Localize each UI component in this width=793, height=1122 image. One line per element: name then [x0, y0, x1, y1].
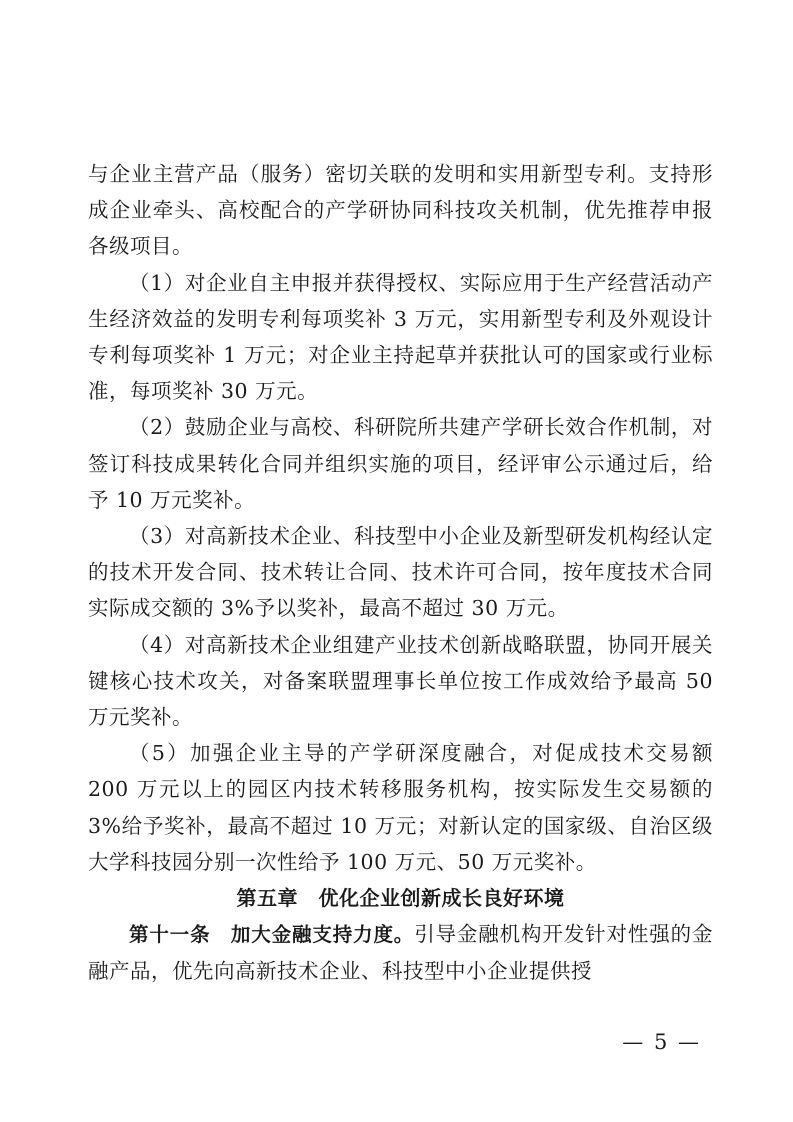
paragraph-article-11	[88, 916, 713, 989]
paragraph-item-5: （5）加强企业主导的产学研深度融合，对促成技术交易额 200 万元以上的园区内技术转移服务机构，按实际发生交易额的 3%给予奖补，最高不超过 10 万元；对新认定的国家级、自治区级大学科技园分别一次性给予 100 万元、50 万元奖补。	[88, 741, 713, 874]
paragraph-item-1: （1）对企业自主申报并获得授权、实际应用于生产经营活动产生经济效益的发明专利每项奖补 3 万元，实用新型专利及外观设计专利每项奖补 1 万元；对企业主持起草并获批认可的国家或行业标准，每项奖补 30 万元。	[88, 270, 713, 404]
paragraph-intro: 与企业主营产品（服务）密切关联的发明和实用新型专利。支持形成企业牵头、高校配合的产学研协同科技攻关机制，优先推荐申报各级项目。	[88, 162, 713, 259]
paragraph-item-4: （4）对高新技术企业组建产业技术创新战略联盟，协同开展关键核心技术攻关，对备案联盟理事长单位按工作成效给予最高 50 万元奖补。	[88, 632, 713, 730]
article-text: 引导金融机构开发针对性强的金融产品，优先向高新技术企业、科技型中小企业提供授	[88, 922, 713, 984]
page-number: — 5 —	[622, 1030, 701, 1054]
paragraph-item-3: （3）对高新技术企业、科技型中小企业及新型研发机构经认定的技术开发合同、技术转让合同、技术许可合同，按年度技术合同实际成交额的 3%予以奖补，最高不超过 30 万元。	[88, 524, 713, 621]
paragraph-item-2: （2）鼓励企业与高校、科研院所共建产学研长效合作机制，对签订科技成果转化合同并组织实施的项目，经评审公示通过后，给予 10 万元奖补。	[88, 415, 713, 512]
chapter-title: 第五章 优化企业创新成长良好环境	[236, 886, 565, 911]
article-heading: 第十一条 加大金融支持力度。	[129, 923, 415, 947]
document-body	[88, 156, 713, 990]
